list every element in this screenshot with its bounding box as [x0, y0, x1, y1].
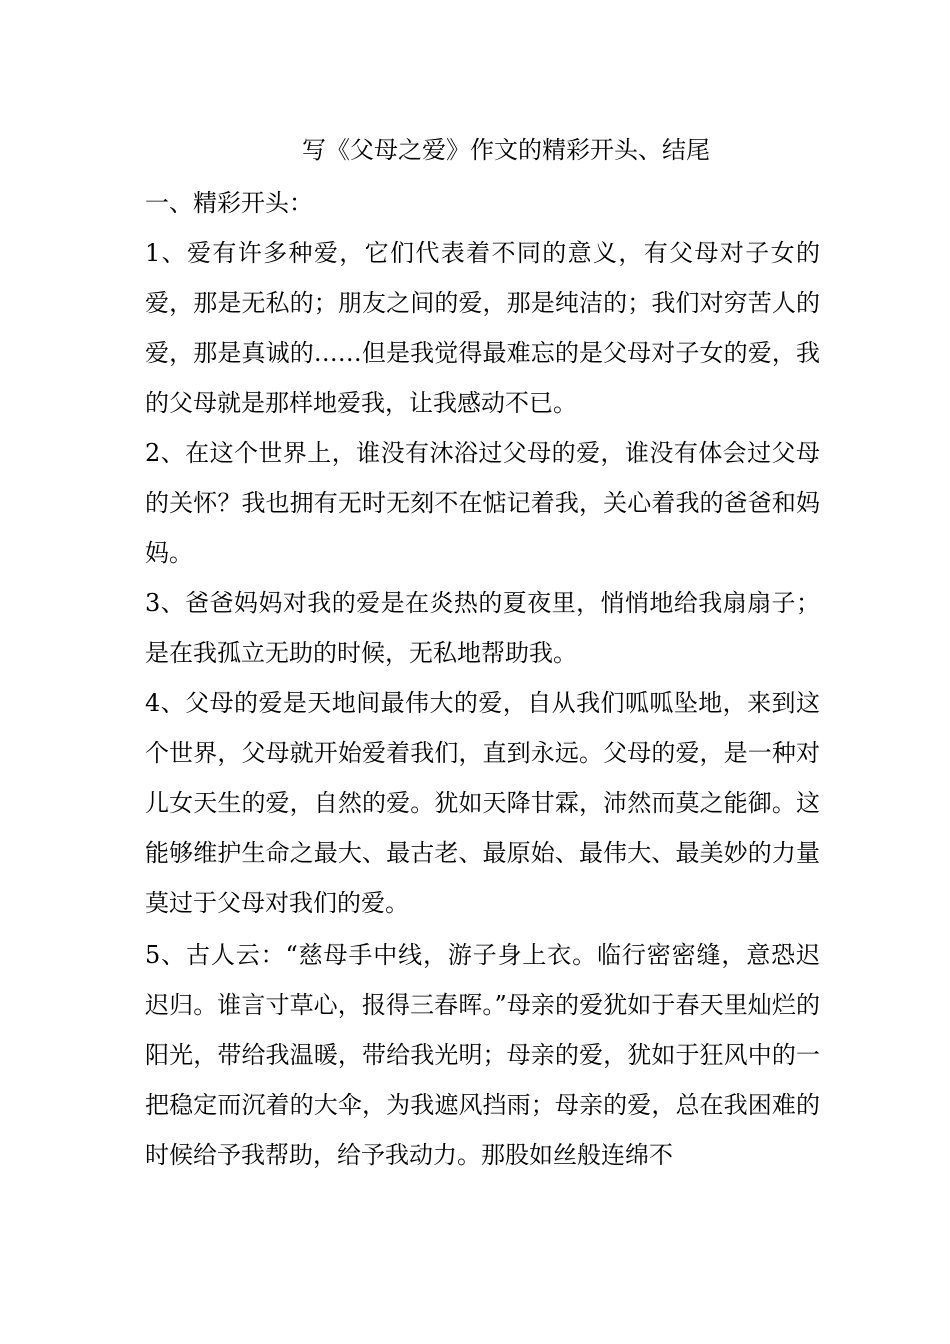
- paragraph-5: 5、古人云：“慈母手中线，游子身上衣。临行密密缝，意恐迟迟归。谁言寸草心，报得三春晖。”母亲的爱犹如于春天里灿烂的阳光，带给我温暖，带给我光明；母亲的爱，犹如于狂风中的一把稳定而沉着的大伞，为我遮风挡雨；母亲的爱，总在我困难的时候给予我帮助，给予我动力。那股如丝般连绵不: [145, 941, 820, 1169]
- paragraph-3: 3、爸爸妈妈对我的爱是在炎热的夏夜里，悄悄地给我扇扇子；是在我孤立无助的时候，无私地帮助我。: [145, 589, 820, 667]
- section-heading: 一、精彩开头：: [145, 189, 313, 217]
- paragraph-1: 1、爱有许多种爱，它们代表着不同的意义，有父母对子女的爱，那是无私的；朋友之间的爱，那是纯洁的；我们对穷苦人的爱，那是真诚的……但是我觉得最难忘的是父母对子女的爱，我的父母就是那样地爱我，让我感动不已。: [145, 239, 820, 417]
- document-title: 写《父母之爱》作文的精彩开头、结尾: [302, 136, 710, 164]
- paragraph-4: 4、父母的爱是天地间最伟大的爱，自从我们呱呱坠地，来到这个世界，父母就开始爱着我们，直到永远。父母的爱，是一种对儿女天生的爱，自然的爱。犹如天降甘霖，沛然而莫之能御。这能够维护生命之最大、最古老、最原始、最伟大、最美妙的力量莫过于父母对我们的爱。: [145, 689, 820, 917]
- paragraph-2: 2、在这个世界上，谁没有沐浴过父母的爱，谁没有体会过父母的关怀？我也拥有无时无刻不在惦记着我，关心着我的爸爸和妈妈。: [145, 439, 820, 567]
